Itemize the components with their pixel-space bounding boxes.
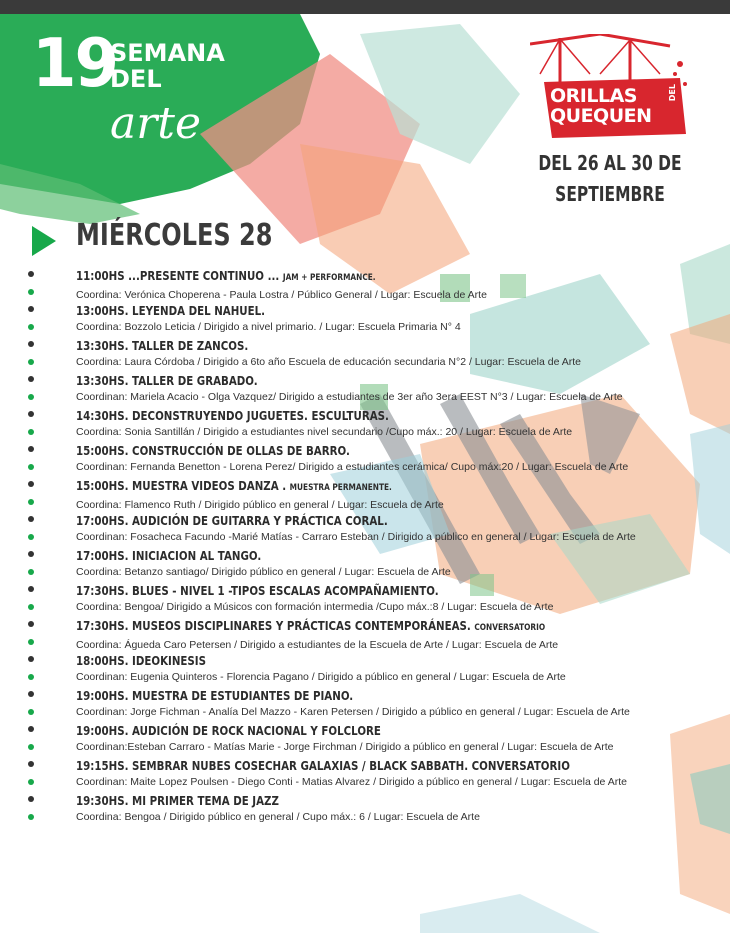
event-branding — [18, 25, 278, 190]
event-item — [76, 303, 716, 334]
brand-line2: DEL — [110, 65, 162, 93]
bullet-dot-dark — [28, 516, 34, 522]
event-title — [76, 618, 601, 636]
event-dates — [533, 148, 688, 210]
event-title-note: CONVERSATORIO — [474, 623, 546, 633]
event-title — [76, 583, 601, 598]
event-item — [76, 478, 716, 512]
event-item — [76, 268, 716, 302]
logo-small-text: DEL — [668, 84, 677, 102]
event-item — [76, 443, 716, 474]
event-title-text: 11:00HS ...PRESENTE CONTINUO ... — [76, 268, 283, 283]
event-description: Coordina: Bengoa / Dirigido público en general / Cupo máx.: 6 / Lugar: Escuela de Arte — [76, 811, 480, 823]
event-title-text: 19:00HS. MUESTRA DE ESTUDIANTES DE PIANO. — [76, 688, 354, 703]
bullet-dot-green — [28, 324, 34, 330]
bullet-dot-green — [28, 394, 34, 400]
brand-title — [110, 40, 225, 92]
bullet-dot-green — [28, 569, 34, 575]
event-item — [76, 618, 716, 652]
event-item — [76, 653, 716, 684]
event-item — [76, 338, 716, 369]
bullet-dot-dark — [28, 306, 34, 312]
bullet-dot-dark — [28, 761, 34, 767]
event-title — [76, 478, 601, 496]
event-title-note: MUESTRA PERMANENTE. — [289, 483, 392, 493]
bullet-dot-green — [28, 709, 34, 715]
bullet-dot-dark — [28, 341, 34, 347]
event-title-text: 15:00HS. MUESTRA VIDEOS DANZA . — [76, 478, 290, 493]
event-title-text: 13:30HS. TALLER DE GRABADO. — [76, 373, 258, 388]
bullet-dot-green — [28, 289, 34, 295]
event-title — [76, 303, 601, 318]
bullet-dot-dark — [28, 586, 34, 592]
event-title-text: 15:00HS. CONSTRUCCIÓN DE OLLAS DE BARRO. — [76, 443, 350, 458]
bullet-dot-dark — [28, 446, 34, 452]
event-item — [76, 513, 716, 544]
event-description: Coordina: Flamenco Ruth / Dirigido público en general / Lugar: Escuela de Arte — [76, 499, 444, 511]
event-title — [76, 338, 601, 353]
bullet-dot-green — [28, 464, 34, 470]
bullet-dot-dark — [28, 796, 34, 802]
event-item — [76, 373, 716, 404]
event-description: Coordinan: Maite Lopez Poulsen - Diego Conti - Matias Alvarez / Dirigido a público en general / Lugar: Escuela de Arte — [76, 776, 627, 788]
event-title — [76, 758, 601, 773]
event-title-text: 19:15HS. SEMBRAR NUBES COSECHAR GALAXIAS / BLACK SABBATH. CONVERSATORIO — [76, 758, 570, 773]
bullet-dot-green — [28, 604, 34, 610]
dates-line1: DEL 26 AL 30 DE — [538, 151, 682, 175]
top-bar — [0, 0, 730, 14]
bullet-dot-green — [28, 674, 34, 680]
event-item — [76, 583, 716, 614]
logo-line1: ORILLAS — [550, 85, 637, 107]
event-title-text: 17:30HS. MUSEOS DISCIPLINARES Y PRÁCTICAS CONTEMPORÁNEAS. — [76, 618, 475, 633]
event-title — [76, 443, 601, 458]
event-title-text: 19:00HS. AUDICIÓN DE ROCK NACIONAL Y FOLCLORE — [76, 723, 381, 738]
bullet-dot-dark — [28, 481, 34, 487]
bullet-dot-green — [28, 639, 34, 645]
event-description: Coordina: Sonia Santillán / Dirigido a estudiantes nivel secundario /Cupo máx.: 20 / Lugar: Escuela de Arte — [76, 426, 573, 438]
event-description: Coordinan: Fosacheca Facundo -Marié Matías - Carraro Esteban / Dirigido a público en general / Lugar: Escuela de Arte — [76, 531, 636, 543]
event-item — [76, 793, 716, 824]
bullet-dot-green — [28, 779, 34, 785]
bullet-dot-dark — [28, 691, 34, 697]
event-item — [76, 408, 716, 439]
event-title-text: 18:00HS. IDEOKINESIS — [76, 653, 207, 668]
event-title — [76, 513, 601, 528]
bullet-dot-green — [28, 359, 34, 365]
event-title — [76, 408, 601, 423]
bullet-dot-green — [28, 499, 34, 505]
event-title-text: 17:00HS. AUDICIÓN DE GUITARRA Y PRÁCTICA CORAL. — [76, 513, 388, 528]
bullet-dot-dark — [28, 551, 34, 557]
bullet-dot-dark — [28, 376, 34, 382]
event-title-text: 13:00HS. LEYENDA DEL NAHUEL. — [76, 303, 266, 318]
event-title-text: 13:30HS. TALLER DE ZANCOS. — [76, 338, 249, 353]
bullet-dot-dark — [28, 271, 34, 277]
event-title — [76, 723, 601, 738]
brand-line1: SEMANA — [110, 39, 225, 67]
day-heading: MIÉRCOLES 28 — [76, 218, 273, 253]
event-title-text: 17:30HS. BLUES - NIVEL 1 -TIPOS ESCALAS ACOMPAÑAMIENTO. — [76, 583, 439, 598]
event-title — [76, 653, 601, 668]
event-description: Coordina: Betanzo santiago/ Dirigido público en general / Lugar: Escuela de Arte — [76, 566, 451, 578]
event-title — [76, 268, 601, 286]
event-title-note: JAM + PERFORMANCE. — [282, 273, 376, 283]
dates-line2: SEPTIEMBRE — [555, 182, 665, 206]
bullet-dot-dark — [28, 656, 34, 662]
event-title — [76, 373, 601, 388]
event-description: Coordina: Verónica Choperena - Paula Lostra / Público General / Lugar: Escuela de Arte — [76, 289, 487, 301]
bullet-dot-green — [28, 534, 34, 540]
event-title-text: 14:30HS. DECONSTRUYENDO JUGUETES. ESCULTURAS. — [76, 408, 389, 423]
event-description: Coordinan: Eugenia Quinteros - Florencia Pagano / Dirigido a público en general / Lugar: Escuela de Arte — [76, 671, 566, 683]
event-description: Coordina: Bozzolo Leticia / Dirigido a nivel primario. / Lugar: Escuela Primaria N° 4 — [76, 321, 461, 333]
event-description: Coordinan:Esteban Carraro - Matías Marie - Jorge Firchman / Dirigido a público en general / Lugar: Escuela de Arte — [76, 741, 614, 753]
event-title — [76, 688, 601, 703]
event-item — [76, 688, 716, 719]
play-arrow-icon — [32, 226, 56, 256]
event-title-text: 19:30HS. MI PRIMER TEMA DE JAZZ — [76, 793, 279, 808]
bullet-dot-dark — [28, 411, 34, 417]
bullet-dot-green — [28, 744, 34, 750]
bullet-dot-green — [28, 814, 34, 820]
event-title-text: 17:00HS. INICIACION AL TANGO. — [76, 548, 262, 563]
event-item — [76, 548, 716, 579]
event-description: Coordina: Bengoa/ Dirigido a Músicos con formación intermedia /Cupo máx.:8 / Lugar: Escuela de Arte — [76, 601, 554, 613]
event-item — [76, 723, 716, 754]
event-title — [76, 793, 601, 808]
event-description: Coordinan: Fernanda Benetton - Lorena Perez/ Dirigido a estudiantes cerámica/ Cupo máx:20 / Lugar: Escuela de Arte — [76, 461, 629, 473]
bullet-dot-dark — [28, 621, 34, 627]
event-description: Coordina: Águeda Caro Petersen / Dirigido a estudiantes de la Escuela de Arte / Lugar: Escuela de Arte — [76, 639, 559, 651]
logo-wordmark — [550, 86, 652, 126]
logo-line2: QUEQUEN — [550, 105, 652, 127]
brand-script: arte — [110, 98, 201, 149]
bullet-dot-dark — [28, 726, 34, 732]
event-item — [76, 758, 716, 789]
event-title — [76, 548, 601, 563]
event-description: Coordina: Laura Córdoba / Dirigido a 6to año Escuela de educación secundaria N°2 / Lugar: Escuela de Arte — [76, 356, 582, 368]
edition-number: 19 — [32, 25, 118, 103]
event-description: Coordinan: Jorge Fichman - Analía Del Mazzo - Karen Petersen / Dirigido a público en general / Lugar: Escuela de Arte — [76, 706, 630, 718]
event-description: Coordinan: Mariela Acacio - Olga Vazquez/ Dirigido a estudiantes de 3er año 3era EEST N°3 / Lugar: Escuela de Arte — [76, 391, 623, 403]
bullet-dot-green — [28, 429, 34, 435]
